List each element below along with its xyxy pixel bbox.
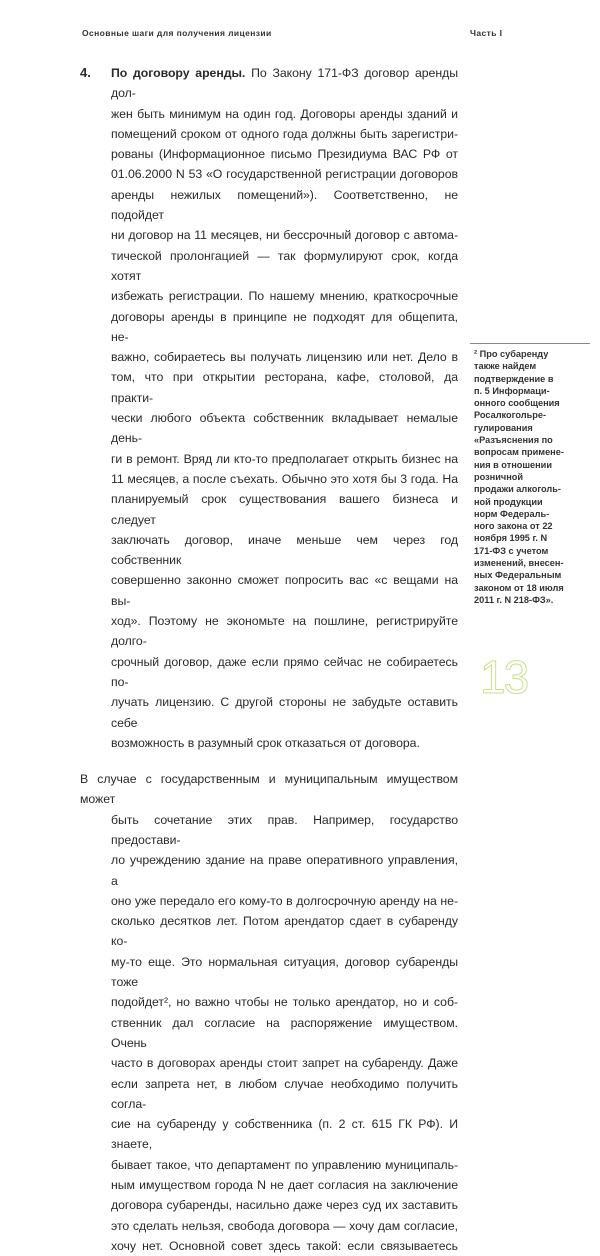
text-line: жен быть минимум на один год. Договоры аренды зданий и [111, 106, 458, 121]
text-line: хочу нет. Основной совет здесь такой: если связываетесь [111, 1238, 458, 1253]
footnote-divider [470, 343, 590, 344]
text-line: 11 месяцев, а после съехать. Обычно это хотя бы 3 года. На [111, 471, 458, 486]
text-line: В случае с государственным и муниципальным имуществом может [80, 772, 458, 807]
text-line: договоры аренды в принципе не подходят для общепита, не- [111, 309, 458, 344]
text-line: подойдет², но важно чтобы не только арендатор, но и соб- [111, 995, 458, 1010]
text-line: избежать регистрации. По нашему мнению, краткосрочные [111, 289, 458, 304]
running-header-title: Основные шаги для получения лицензии [82, 28, 272, 38]
footnote-line: продажи алкоголь- [474, 484, 561, 495]
footnote-line: ных Федеральным [474, 570, 562, 581]
footnote-line: подтверждение в [474, 373, 554, 384]
text-line: заключать договор, иначе меньше чем через год собственник [111, 532, 458, 568]
text-line: сие на субаренду у собственника (п. 2 ст. 615 ГК РФ). И знаете, [111, 1117, 458, 1152]
footnote-line: онного сообщения [474, 398, 560, 409]
footnote-line: ния в отношении [474, 459, 552, 470]
footnote-line: ной продукции [474, 496, 543, 507]
text-line: если запрета нет, в любом случае необходимо получить согла- [111, 1076, 458, 1111]
text-line: ход». Поэтому не экономьте на пошлине, регистрируйте долго- [111, 614, 458, 649]
footnote-line: изменений, внесен- [474, 558, 564, 569]
text-line: это сделать нельзя, свобода договора — хочу дам согласие, [111, 1218, 458, 1233]
footnote-line: п. 5 Информаци- [474, 385, 550, 396]
footnote-line: 2011 г. N 218-ФЗ». [474, 594, 554, 605]
text-line: бывает такое, что департамент по управлению муниципаль- [111, 1157, 458, 1172]
text-line: 01.06.2000 N 53 «О государственной регистрации договоров [111, 167, 458, 182]
footnote-line: гулирования [474, 422, 533, 433]
footnote-line: также найдем [474, 361, 537, 372]
text-line [111, 63, 458, 104]
footnote-line: законом от 18 июля [474, 582, 564, 593]
page-number: 13 [480, 651, 528, 703]
list-item-number: 4. [80, 65, 91, 80]
main-text-column [80, 63, 458, 1256]
paragraph-lease-agreement [111, 63, 458, 753]
text-line: чески любого объекта собственник вкладывает немалые день- [111, 411, 458, 446]
text-line: оно уже передало его кому-то в долгосрочную аренду на не- [111, 893, 458, 908]
text-line: лучать лицензию. С другой стороны не забудьте оставить себе [111, 695, 458, 730]
text-line: часто в договорах аренды стоит запрет на субаренду. Даже [111, 1056, 458, 1071]
text-line: ги в ремонт. Вряд ли кто-то предполагает открыть бизнес на [111, 451, 458, 466]
text-line: ни договор на 11 месяцев, ни бессрочный договор с автома- [111, 228, 458, 243]
paragraph-state-property [80, 769, 458, 1256]
footnote-line: «Разъяснения по [474, 435, 553, 446]
footnote-line: ноября 1995 г. N [474, 533, 548, 544]
text-line: срочный договор, даже если прямо сейчас не собираетесь по- [111, 654, 458, 689]
text-line: му-то еще. Это нормальная ситуация, договор субаренды тоже [111, 954, 458, 990]
footnote-line: вопросам примене- [474, 447, 564, 458]
footnote-line: ² Про субаренду [474, 349, 549, 359]
text-line: помещений сроком от одного года должны быть зарегистри- [111, 126, 458, 141]
text-line: совершенно законно сможет попросить вас «с вещами на вы- [111, 573, 458, 608]
sidenote-footnote-2 [474, 348, 594, 606]
text-line: ло учреждению здание на праве оперативного управления, а [111, 853, 458, 888]
text-line: рованы (Информационное письмо Президиума ВАС РФ от [111, 147, 458, 162]
text-line: ным имуществом города N не дает согласия на заключение [111, 1178, 458, 1193]
text-line: ственник дал согласие на распоряжение имуществом. Очень [111, 1015, 458, 1050]
text-line: быть сочетание этих прав. Например, государство предостави- [111, 812, 458, 847]
text-line: важно, собираетесь вы получать лицензию или нет. Дело в [111, 350, 458, 365]
text-line: планируемый срок существования вашего бизнеса и следует [111, 492, 458, 527]
text-line: тической пролонгацией — так формулируют срок, когда хотят [111, 248, 458, 283]
footnote-line: норм Федераль- [474, 508, 550, 519]
text-line: аренды нежилых помещений»). Соответственно, не подойдет [111, 187, 458, 223]
footnote-line: 171-ФЗ с учетом [474, 545, 549, 556]
running-header-part: Часть I [470, 28, 503, 38]
lead-heading: По договору аренды. [111, 66, 246, 80]
footnote-line: розничной [474, 471, 524, 482]
text-line: сколько десятков лет. Потом арендатор сдает в субаренду ко- [111, 914, 458, 949]
footnote-line: ного закона от 22 [474, 521, 553, 532]
text-line: том, что при открытии ресторана, кафе, столовой, да практи- [111, 370, 458, 405]
text-run: По Закону 171-ФЗ договор аренды дол- [111, 66, 458, 101]
footnote-line: Росалкогольре- [474, 410, 547, 421]
text-line: договора субаренды, насильно даже через суд их заставить [111, 1198, 458, 1213]
text-line: возможность в разумный срок отказаться от договора. [111, 735, 420, 750]
